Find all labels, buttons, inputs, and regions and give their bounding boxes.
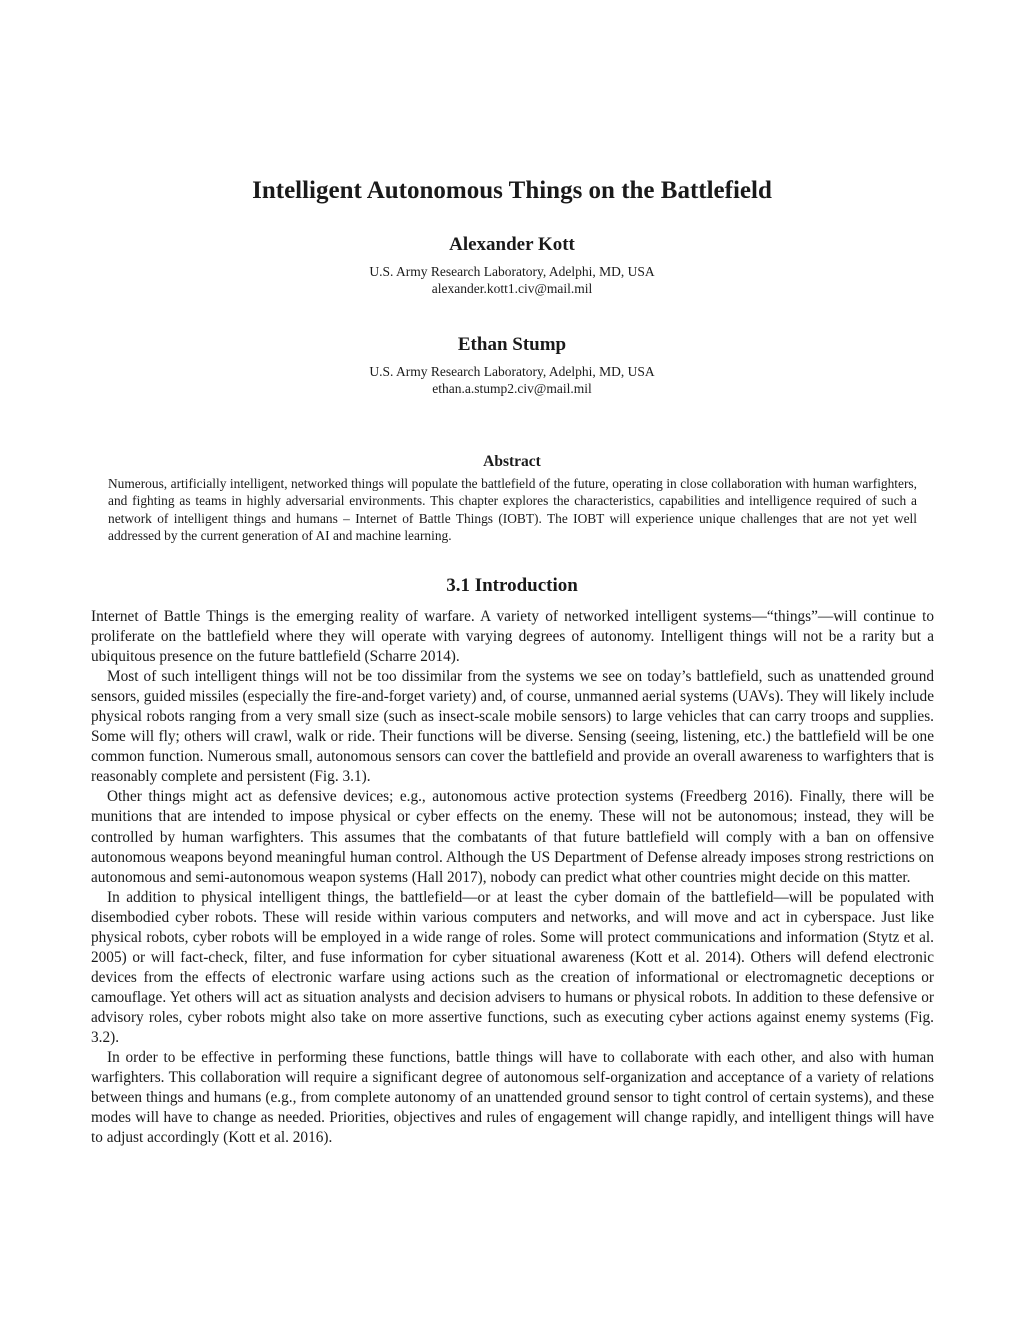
author-affiliation: U.S. Army Research Laboratory, Adelphi, MD, USA [369, 364, 655, 379]
section-heading: 3.1 Introduction [446, 575, 578, 596]
author-block-2 [0, 333, 1024, 397]
body-paragraph: In order to be effective in performing these functions, battle things will have to collaborate with each other, and also with human warfighters. This collaboration will require a significant degree of autonomous self-organization and acceptance of a variety of relations between things and humans (e.g., from complete autonomy of an unattended ground sensor to tight control of certain systems), and these modes will have to change as needed. Priorities, objectives and rules of engagement will change rapidly, and intelligent things will have to adjust accordingly (Kott et al. 2016). [91, 1049, 934, 1147]
body-paragraph: Most of such intelligent things will not be too dissimilar from the systems we see on today’s battlefield, such as unattended ground sensors, guided missiles (especially the fire-and-forget variety) and, of course, unmanned aerial systems (UAVs). They will likely include physical robots ranging from a very small size (such as insect-scale mobile sensors) to large vehicles that can carry troops and supplies. Some will fly; others will crawl, walk or ride. Their functions will be diverse. Sensing (seeing, listening, etc.) the battlefield will be one common function. Numerous small, autonomous sensors can cover the battlefield and provide an overall awareness to warfighters that is reasonably complete and persistent (Fig. 3.1). [91, 668, 934, 786]
abstract-text: Numerous, artificially intelligent, networked things will populate the battlefield of the future, operating in close collaboration with human warfighters, and fighting as teams in highly adversarial environments. This chapter explores the characteristics, capabilities and intelligence required of such a network of intelligent things and humans – Internet of Battle Things (IOBT). The IOBT will experience unique challenges that are not yet well addressed by the current generation of AI and machine learning. [108, 476, 917, 543]
author-affiliation: U.S. Army Research Laboratory, Adelphi, MD, USA [369, 264, 655, 279]
author-email: alexander.kott1.civ@mail.mil [431, 281, 593, 296]
author-block-1 [0, 233, 1024, 297]
body-paragraph: Other things might act as defensive devices; e.g., autonomous active protection systems (Freedberg 2016). Finally, there will be munitions that are intended to impose physical or cyber effects on the enemy. These will not be autonomous; instead, they will be controlled by human warfighters. This assumes that the combatants of that future battlefield will comply with a ban on offensive autonomous weapons beyond meaningful human control. Although the US Department of Defense already imposes strong restrictions on autonomous and semi-autonomous weapon systems (Hall 2017), nobody can predict what other countries might decide on this matter. [91, 788, 934, 886]
author-name: Alexander Kott [449, 234, 575, 255]
author-email: ethan.a.stump2.civ@mail.mil [432, 381, 592, 396]
body-paragraph: In addition to physical intelligent things, the battlefield—or at least the cyber domain of the battlefield—will be populated with disembodied cyber robots. These will reside within various computers and networks, and will move and act in cyberspace. Just like physical robots, cyber robots will be employed in a wide range of roles. Some will protect communications and information (Stytz et al. 2005) or will fact-check, filter, and fuse information for cyber situational awareness (Kott et al. 2014). Others will defend electronic devices from the effects of electronic warfare using actions such as the creation of informational or electromagnetic deceptions or camouflage. Yet others will act as situation analysts and decision advisers to humans or physical robots. In addition to these defensive or advisory roles, cyber robots might also take on more assertive functions, such as executing cyber actions against enemy systems (Fig. 3.2). [91, 888, 934, 1046]
body-paragraph: Internet of Battle Things is the emerging reality of warfare. A variety of networked intelligent systems—“things”—will continue to proliferate on the battlefield where they will operate with varying degrees of autonomy. Intelligent things will not be a rarity but a ubiquitous presence on the future battlefield (Scharre 2014). [91, 608, 934, 666]
abstract-heading: Abstract [483, 453, 541, 470]
section-body [91, 607, 934, 1148]
author-name: Ethan Stump [457, 334, 567, 355]
paper-title: Intelligent Autonomous Things on the Battlefield [252, 177, 772, 204]
